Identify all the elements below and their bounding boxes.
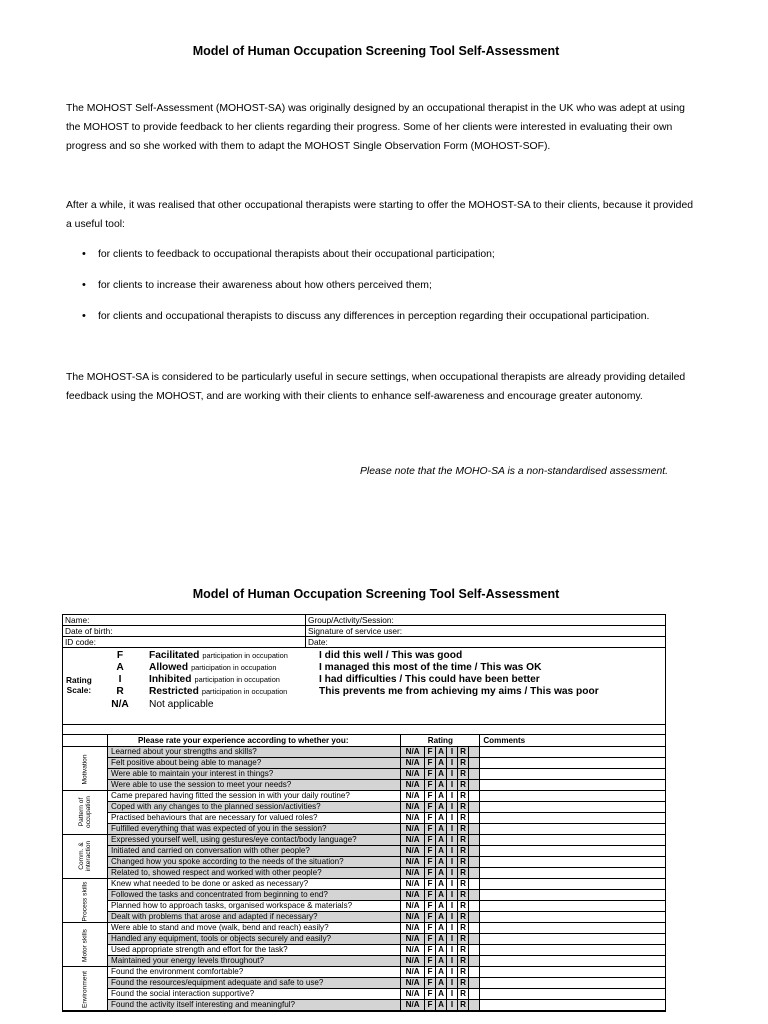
rating-code: N/A: [111, 699, 129, 710]
comment-cell[interactable]: [480, 813, 665, 824]
rating-option[interactable]: I: [447, 758, 458, 769]
table-row: [63, 758, 665, 769]
rating-option[interactable]: A: [435, 967, 446, 978]
rating-option[interactable]: A: [435, 956, 446, 967]
rating-option[interactable]: A: [435, 901, 446, 912]
rating-option[interactable]: N/A: [401, 901, 425, 912]
form-title: Model of Human Occupation Screening Tool Self-Assessment: [192, 587, 560, 601]
section-label: Process skills: [63, 879, 108, 923]
table-row: [63, 835, 665, 846]
comment-cell[interactable]: [480, 989, 665, 1000]
section-label: Comm. & interaction: [63, 835, 108, 879]
rating-description: I managed this most of the time / This was OK: [319, 662, 542, 673]
table-row: [63, 967, 665, 978]
assessment-question: Found the environment comfortable?: [108, 967, 401, 978]
assessment-question: Related to, showed respect and worked with other people?: [108, 868, 401, 879]
table-row: [63, 879, 665, 890]
rating-option[interactable]: N/A: [401, 868, 425, 879]
comment-cell[interactable]: [480, 758, 665, 769]
table-row: [63, 978, 665, 989]
rating-option[interactable]: A: [435, 989, 446, 1000]
assessment-question: Dealt with problems that arose and adapted if necessary?: [108, 912, 401, 923]
rating-option[interactable]: N/A: [401, 802, 425, 813]
rating-option[interactable]: R: [457, 978, 468, 989]
rating-description: I had difficulties / This could have been better: [319, 674, 540, 685]
rating-option[interactable]: N/A: [401, 780, 425, 791]
assessment-question: Learned about your strengths and skills?: [108, 747, 401, 758]
comment-cell[interactable]: [480, 890, 665, 901]
comment-cell[interactable]: [480, 747, 665, 758]
list-item: • for clients to feedback to occupational therapists about their occupational participation;: [66, 249, 706, 280]
rating-name: Not applicable: [149, 699, 214, 710]
rating-option[interactable]: A: [435, 769, 446, 780]
rating-option[interactable]: A: [435, 824, 446, 835]
rating-option[interactable]: F: [424, 868, 435, 879]
rating-name: Inhibited participation in occupation: [149, 674, 280, 685]
rating-option[interactable]: F: [424, 835, 435, 846]
assessment-question: Fulfilled everything that was expected of you in the session?: [108, 824, 401, 835]
rating-option[interactable]: R: [457, 945, 468, 956]
rating-option[interactable]: F: [424, 1000, 435, 1011]
rating-option[interactable]: A: [435, 813, 446, 824]
rating-option[interactable]: I: [447, 923, 458, 934]
assessment-question: Handled any equipment, tools or objects securely and easily?: [108, 934, 401, 945]
rating-option[interactable]: N/A: [401, 758, 425, 769]
rating-option[interactable]: A: [435, 835, 446, 846]
rating-option[interactable]: F: [424, 857, 435, 868]
comment-cell[interactable]: [480, 769, 665, 780]
rating-option[interactable]: I: [447, 912, 458, 923]
rating-scale-legend: [63, 648, 665, 725]
intro-paragraph-1: The MOHOST Self-Assessment (MOHOST-SA) was originally designed by an occupational therapist in the UK who was adept at using the MOHOST to provide feedback to her clients regarding their progress. Some of her clients were interested in evaluating their own progress and so she worked with them to adapt the MOHOST Single Observation Form (MOHOST-SOF).: [66, 103, 685, 152]
comment-cell[interactable]: [480, 934, 665, 945]
assessment-question: Came prepared having fitted the session in with your daily routine?: [108, 791, 401, 802]
rating-option[interactable]: F: [424, 967, 435, 978]
rating-option[interactable]: R: [457, 846, 468, 857]
rating-option[interactable]: R: [457, 747, 468, 758]
rating-option[interactable]: I: [447, 769, 458, 780]
table-row: [63, 956, 665, 967]
rating-option[interactable]: A: [435, 890, 446, 901]
rating-code: F: [116, 650, 124, 661]
rating-option[interactable]: A: [435, 923, 446, 934]
table-row: [63, 813, 665, 824]
rating-option[interactable]: A: [435, 945, 446, 956]
comment-cell[interactable]: [480, 978, 665, 989]
assessment-question: Felt positive about being able to manage?: [108, 758, 401, 769]
comment-cell[interactable]: [480, 780, 665, 791]
table-row: [63, 747, 665, 758]
rating-option[interactable]: R: [457, 857, 468, 868]
rating-option[interactable]: A: [435, 802, 446, 813]
rating-option[interactable]: A: [435, 857, 446, 868]
rating-option[interactable]: R: [457, 879, 468, 890]
comment-cell[interactable]: [480, 967, 665, 978]
assessment-question: Knew what needed to be done or asked as necessary?: [108, 879, 401, 890]
rating-option[interactable]: I: [447, 989, 458, 1000]
table-row: [63, 901, 665, 912]
section-label: Environment: [63, 967, 108, 1011]
rating-option[interactable]: N/A: [401, 912, 425, 923]
rating-option[interactable]: I: [447, 978, 458, 989]
table-row: [63, 934, 665, 945]
rating-option[interactable]: A: [435, 791, 446, 802]
rating-option[interactable]: R: [457, 813, 468, 824]
rating-option[interactable]: F: [424, 901, 435, 912]
rating-option[interactable]: R: [457, 934, 468, 945]
rating-option[interactable]: F: [424, 879, 435, 890]
question-header: Please rate your experience according to whether you:: [108, 735, 401, 747]
rating-option[interactable]: A: [435, 747, 446, 758]
comment-cell[interactable]: [480, 956, 665, 967]
rating-option[interactable]: N/A: [401, 890, 425, 901]
rating-option[interactable]: N/A: [401, 747, 425, 758]
rating-option[interactable]: F: [424, 923, 435, 934]
rating-option[interactable]: R: [457, 901, 468, 912]
comment-cell[interactable]: [480, 923, 665, 934]
rating-option[interactable]: I: [447, 747, 458, 758]
rating-option[interactable]: A: [435, 868, 446, 879]
rating-option[interactable]: I: [447, 824, 458, 835]
rating-option[interactable]: I: [447, 791, 458, 802]
rating-option[interactable]: I: [447, 835, 458, 846]
table-row: [63, 912, 665, 923]
rating-option[interactable]: N/A: [401, 923, 425, 934]
rating-option[interactable]: F: [424, 813, 435, 824]
rating-option[interactable]: F: [424, 945, 435, 956]
table-row: [63, 945, 665, 956]
rating-option[interactable]: I: [447, 857, 458, 868]
rating-name: Facilitated participation in occupation: [149, 650, 288, 661]
rating-option[interactable]: A: [435, 846, 446, 857]
rating-name: Restricted participation in occupation: [149, 686, 288, 697]
rating-option[interactable]: I: [447, 780, 458, 791]
rating-option[interactable]: F: [424, 934, 435, 945]
rating-option[interactable]: I: [447, 1000, 458, 1011]
disclaimer-note: Please note that the MOHO-SA is a non-standardised assessment.: [360, 466, 669, 477]
table-row: [63, 857, 665, 868]
date-field[interactable]: Date:: [306, 637, 666, 648]
rating-header: Rating: [401, 735, 480, 747]
rating-option[interactable]: F: [424, 791, 435, 802]
rating-option[interactable]: N/A: [401, 813, 425, 824]
rating-option[interactable]: F: [424, 978, 435, 989]
comment-cell[interactable]: [480, 868, 665, 879]
rating-option[interactable]: R: [457, 791, 468, 802]
rating-description: This prevents me from achieving my aims / This was poor: [319, 686, 599, 697]
comment-cell[interactable]: [480, 846, 665, 857]
assessment-question: Practised behaviours that are necessary for valued roles?: [108, 813, 401, 824]
details-table: [63, 615, 665, 648]
assessment-question: Maintained your energy levels throughout?: [108, 956, 401, 967]
rating-option[interactable]: F: [424, 747, 435, 758]
rating-option[interactable]: F: [424, 846, 435, 857]
table-row: [63, 802, 665, 813]
comment-cell[interactable]: [480, 824, 665, 835]
rating-option[interactable]: R: [457, 890, 468, 901]
rating-option[interactable]: N/A: [401, 956, 425, 967]
rating-option[interactable]: I: [447, 956, 458, 967]
assessment-question: Followed the tasks and concentrated from beginning to end?: [108, 890, 401, 901]
rating-option[interactable]: R: [457, 868, 468, 879]
rating-scale-label: Rating Scale:: [66, 675, 92, 695]
rating-option[interactable]: R: [457, 769, 468, 780]
intro-paragraph-3: The MOHOST-SA is considered to be particularly useful in secure settings, when occupational therapists are already providing detailed feedback using the MOHOST, and are working with their clients to enhance self-awareness and encourage greater autonomy.: [66, 372, 686, 402]
rating-option[interactable]: N/A: [401, 934, 425, 945]
rating-option[interactable]: A: [435, 912, 446, 923]
rating-option[interactable]: A: [435, 879, 446, 890]
rating-option[interactable]: A: [435, 1000, 446, 1011]
assessment-question: Found the social interaction supportive?: [108, 989, 401, 1000]
rating-option[interactable]: I: [447, 890, 458, 901]
rating-option[interactable]: I: [447, 846, 458, 857]
rating-option[interactable]: N/A: [401, 857, 425, 868]
rating-option[interactable]: F: [424, 890, 435, 901]
table-row: [63, 791, 665, 802]
rating-option[interactable]: F: [424, 956, 435, 967]
table-row: [63, 824, 665, 835]
rating-option[interactable]: I: [447, 901, 458, 912]
rating-option[interactable]: N/A: [401, 879, 425, 890]
rating-option[interactable]: R: [457, 824, 468, 835]
rating-option[interactable]: A: [435, 978, 446, 989]
rating-option[interactable]: F: [424, 824, 435, 835]
assessment-question: Planned how to approach tasks, organised workspace & materials?: [108, 901, 401, 912]
rating-option[interactable]: F: [424, 780, 435, 791]
rating-option[interactable]: I: [447, 868, 458, 879]
table-row: [63, 769, 665, 780]
rating-option[interactable]: R: [457, 967, 468, 978]
rating-option[interactable]: N/A: [401, 824, 425, 835]
table-row: [63, 846, 665, 857]
comment-cell[interactable]: [480, 945, 665, 956]
rating-option[interactable]: I: [447, 802, 458, 813]
intro-paragraph-2: After a while, it was realised that other occupational therapists were starting to offer the MOHOST-SA to their clients, because it provided a useful tool:: [66, 200, 694, 230]
rating-option[interactable]: N/A: [401, 1000, 425, 1011]
comment-cell[interactable]: [480, 835, 665, 846]
rating-option[interactable]: R: [457, 780, 468, 791]
assessment-question: Were able to maintain your interest in things?: [108, 769, 401, 780]
list-item: • for clients to increase their awareness about how others perceived them;: [66, 280, 706, 311]
table-row: [63, 868, 665, 879]
dob-field[interactable]: Date of birth:: [63, 626, 306, 637]
rating-option[interactable]: A: [435, 934, 446, 945]
rating-code: R: [116, 686, 124, 697]
section-label: Pattern of occupation: [63, 791, 108, 835]
purpose-list: [66, 249, 706, 342]
assessment-question: Were able to stand and move (walk, bend and reach) easily?: [108, 923, 401, 934]
table-row: [63, 890, 665, 901]
rating-option[interactable]: F: [424, 802, 435, 813]
rating-option[interactable]: N/A: [401, 835, 425, 846]
rating-option[interactable]: I: [447, 813, 458, 824]
rating-code: A: [116, 662, 124, 673]
section-label: Motivation: [63, 747, 108, 791]
rating-option[interactable]: N/A: [401, 846, 425, 857]
rating-option[interactable]: F: [424, 769, 435, 780]
assessment-question: Expressed yourself well, using gestures/eye contact/body language?: [108, 835, 401, 846]
self-assessment-form: [62, 614, 666, 1012]
rating-option[interactable]: N/A: [401, 989, 425, 1000]
assessment-question: Found the resources/equipment adequate and safe to use?: [108, 978, 401, 989]
assessment-question: Were able to use the session to meet your needs?: [108, 780, 401, 791]
assessment-question: Found the activity itself interesting and meaningful?: [108, 1000, 401, 1011]
table-row: [63, 923, 665, 934]
rating-option[interactable]: R: [457, 923, 468, 934]
rating-option[interactable]: R: [457, 835, 468, 846]
rating-option[interactable]: N/A: [401, 967, 425, 978]
rating-option[interactable]: F: [424, 989, 435, 1000]
rating-option[interactable]: N/A: [401, 791, 425, 802]
table-row: [63, 1000, 665, 1011]
comment-cell[interactable]: [480, 791, 665, 802]
rating-option[interactable]: A: [435, 758, 446, 769]
rating-option[interactable]: N/A: [401, 945, 425, 956]
rating-option[interactable]: N/A: [401, 769, 425, 780]
signature-field[interactable]: Signature of service user:: [306, 626, 666, 637]
rating-option[interactable]: R: [457, 956, 468, 967]
comment-cell[interactable]: [480, 857, 665, 868]
comment-cell[interactable]: [480, 879, 665, 890]
comment-cell[interactable]: [480, 901, 665, 912]
rating-table: [63, 734, 665, 1011]
rating-option[interactable]: A: [435, 780, 446, 791]
name-field[interactable]: Name:: [63, 615, 306, 626]
rating-description: I did this well / This was good: [319, 650, 463, 661]
rating-option[interactable]: R: [457, 758, 468, 769]
group-field[interactable]: Group/Activity/Session:: [306, 615, 666, 626]
rating-option[interactable]: R: [457, 912, 468, 923]
rating-option[interactable]: I: [447, 945, 458, 956]
rating-option[interactable]: I: [447, 967, 458, 978]
rating-option[interactable]: R: [457, 1000, 468, 1011]
table-header: [63, 735, 665, 747]
section-label: Motor skills: [63, 923, 108, 967]
comment-cell[interactable]: [480, 1000, 665, 1011]
rating-option[interactable]: I: [447, 934, 458, 945]
comment-cell[interactable]: [480, 912, 665, 923]
assessment-question: Used appropriate strength and effort for the task?: [108, 945, 401, 956]
comments-header: Comments: [480, 735, 665, 747]
rating-option[interactable]: I: [447, 879, 458, 890]
assessment-question: Changed how you spoke according to the needs of the situation?: [108, 857, 401, 868]
list-item: • for clients and occupational therapists to discuss any differences in perception regarding their occupational participation.: [66, 311, 706, 342]
intro-title: Model of Human Occupation Screening Tool Self-Assessment: [192, 44, 560, 58]
rating-option[interactable]: F: [424, 758, 435, 769]
table-row: [63, 780, 665, 791]
table-row: [63, 989, 665, 1000]
rating-option[interactable]: R: [457, 802, 468, 813]
comment-cell[interactable]: [480, 802, 665, 813]
rating-option[interactable]: R: [457, 989, 468, 1000]
rating-code: I: [118, 674, 122, 685]
assessment-question: Initiated and carried on conversation with other people?: [108, 846, 401, 857]
id-code-field[interactable]: ID code:: [63, 637, 306, 648]
rating-option[interactable]: N/A: [401, 978, 425, 989]
rating-name: Allowed participation in occupation: [149, 662, 277, 673]
assessment-question: Coped with any changes to the planned session/activities?: [108, 802, 401, 813]
rating-option[interactable]: F: [424, 912, 435, 923]
